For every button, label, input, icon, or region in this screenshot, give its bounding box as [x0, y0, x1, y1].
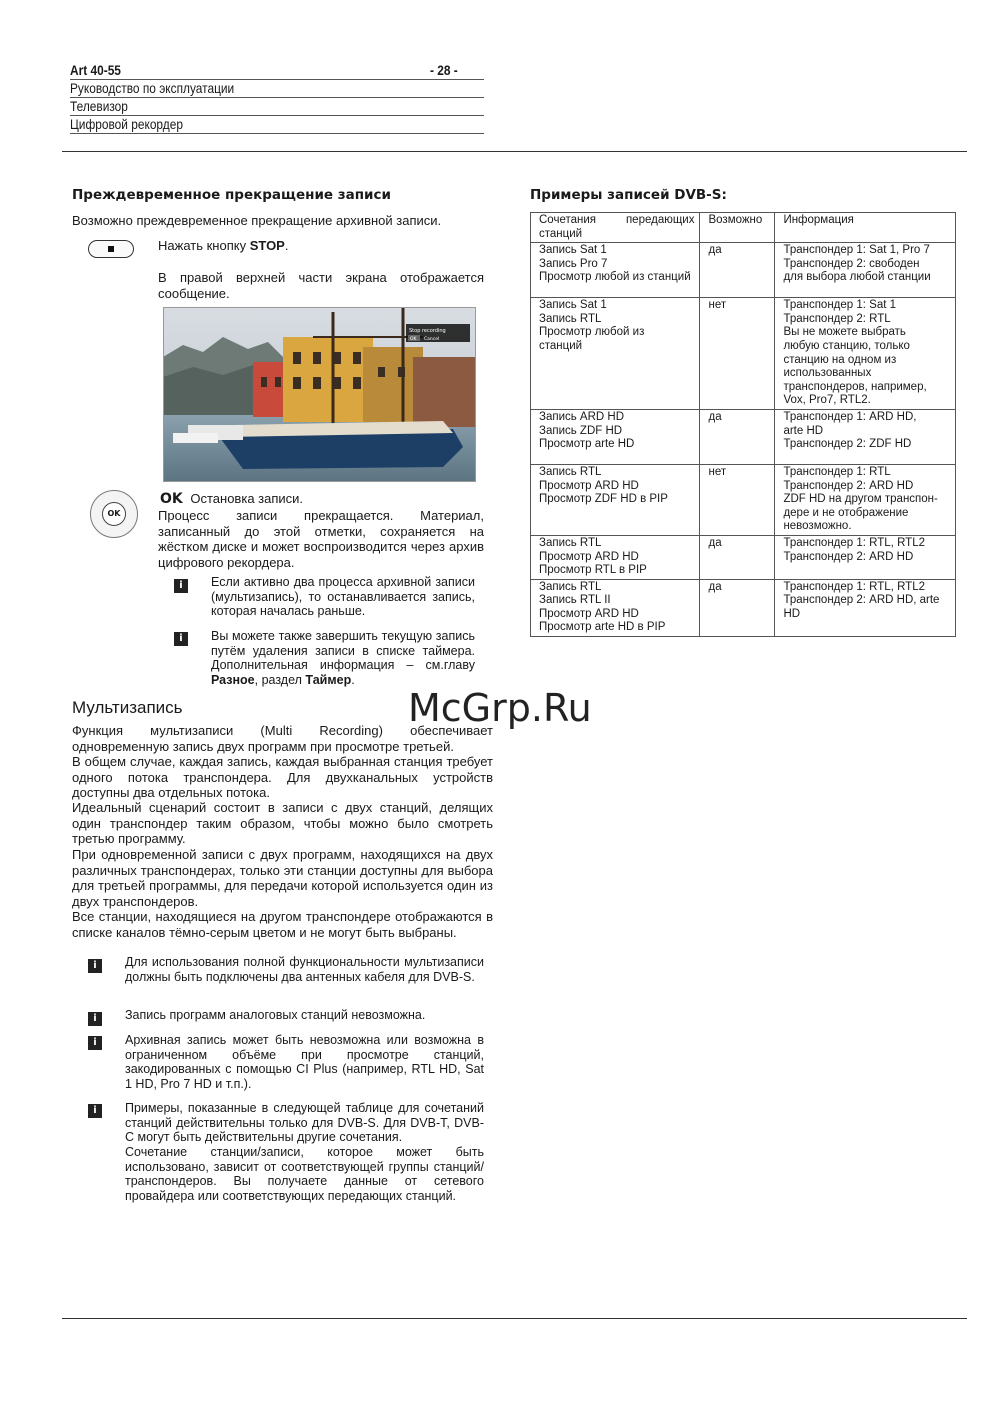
cell-line: Просмотр ARD HD [539, 550, 639, 563]
table-cell [531, 579, 700, 636]
table-row [531, 243, 956, 298]
page-number: - 28 - [430, 62, 458, 78]
table-cell [700, 298, 775, 410]
stop-section-title: Преждевременное прекращение записи [72, 187, 391, 203]
cell-line: Транспондер 1: ARD HD, [783, 410, 917, 423]
table-row [531, 579, 956, 636]
table-row [531, 464, 956, 535]
examples-table [530, 212, 956, 637]
multi-note-4a: Примеры, показанные в следующей таблице для сочетаний станций действительны только для DVB-S. Для DVB-T, DVB-C могут быть действительны другие сочетания. [125, 1101, 484, 1145]
multi-section-title: Мультизапись [72, 698, 183, 717]
info-icon: i [88, 1036, 102, 1050]
stop-intro: Возможно преждевременное прекращение архивной записи. [72, 213, 442, 228]
cell-line: Запись RTL [539, 536, 602, 549]
stop-key-icon [88, 240, 134, 258]
multi-p2: В общем случае, каждая запись, каждая выбранная станция требует одного потока транспондера. Для двухканальных устройств доступны два отдельных потока. [72, 754, 493, 800]
table-cell [775, 464, 956, 535]
cell-line: Транспондер 2: ARD HD [783, 550, 914, 563]
header-tv: Телевизор [70, 98, 128, 114]
multi-note-2: Запись программ аналоговых станций невозможна. [125, 1008, 426, 1022]
ok-description: Процесс записи прекращается. Материал, записанный до этой отметки, сохраняется на жёстком диске и может воспроизводится через архив цифрового рекордера. [158, 508, 484, 570]
header-recorder: Цифровой рекордер [70, 116, 183, 132]
cell-line: станций [539, 339, 583, 352]
cell-line: Транспондер 2: ARD HD, arte [783, 594, 940, 607]
header-row-manual [70, 79, 484, 98]
info-icon: i [88, 959, 102, 973]
table-cell [775, 298, 956, 410]
cell-line: Запись ZDF HD [539, 424, 623, 437]
examples-table-body [531, 213, 956, 637]
cell-line: Просмотр ARD HD [539, 479, 639, 492]
cell-line: Запись Sat 1 [539, 244, 607, 257]
info-icon: i [174, 579, 188, 593]
cell-line: нет [708, 465, 727, 478]
cell-line: Запись ARD HD [539, 410, 625, 423]
table-header-cell: Информация [775, 213, 956, 243]
cell-line: Транспондер 2: свободен [783, 257, 920, 270]
cell-line: да [708, 244, 722, 257]
stop-step2: В правой верхней части экрана отображается сообщение. [158, 270, 484, 301]
osd-cancel: Cancel [424, 337, 440, 342]
cell-line: Транспондер 1: Sat 1 [783, 299, 897, 312]
footer-rule [62, 1318, 967, 1319]
multi-note-3: Архивная запись может быть невозможна или возможна в ограниченном объёме при просмотре станций, закодированных с помощью CI Plus (например, RTL HD, Sat 1 HD, Pro 7 HD и т.п.). [125, 1033, 484, 1091]
watermark: McGrp.Ru [408, 686, 592, 730]
osd-title: Stop recording [409, 328, 446, 334]
stop-note-1: Если активно два процесса архивной записи (мультизапись), то останавливается запись, которая началась раньше. [211, 575, 475, 619]
ok-pad-center: OK [102, 502, 126, 526]
stop-key-label: STOP [249, 238, 285, 253]
table-cell [531, 298, 700, 410]
table-cell [531, 243, 700, 298]
multi-note-1: Для использования полной функциональности мультизаписи должны быть подключены два антенных кабеля для DVB-S. [125, 955, 484, 984]
table-row [531, 409, 956, 464]
cell-line: Просмотр arte HD в PIP [539, 621, 666, 634]
cell-line: да [708, 410, 722, 423]
cell-line: Vox, Pro7, RTL2. [783, 394, 871, 407]
table-cell [775, 243, 956, 298]
cell-line: Запись RTL [539, 312, 602, 325]
cell-line: да [708, 580, 722, 593]
cell-line: HD [783, 607, 801, 620]
header-row-tv [70, 97, 484, 116]
info-icon: i [174, 632, 188, 646]
table-cell [700, 535, 775, 579]
cell-line: Запись RTL [539, 465, 602, 478]
table-cell [700, 464, 775, 535]
table-header-cell: Возможно [700, 213, 775, 243]
header-manual: Руководство по эксплуатации [70, 80, 235, 96]
cell-line: Транспондер 1: RTL, RTL2 [783, 580, 925, 593]
ok-pad-icon [90, 490, 138, 538]
cell-line: Транспондер 1: Sat 1, Pro 7 [783, 244, 930, 257]
table-cell [531, 535, 700, 579]
cell-line: Просмотр RTL в PIP [539, 564, 647, 577]
cell-line: ZDF HD на другом транспон- [783, 493, 938, 506]
cell-line: Просмотр arte HD [539, 438, 635, 451]
table-row [531, 298, 956, 410]
model-name: Art 40-55 [70, 62, 121, 78]
cell-line: Просмотр ARD HD [539, 607, 639, 620]
cell-line: транспондеров, например, [783, 380, 927, 393]
cell-line: Транспондер 1: RTL, RTL2 [783, 536, 925, 549]
info-icon: i [88, 1012, 102, 1026]
table-cell [775, 535, 956, 579]
table-cell [700, 409, 775, 464]
cell-line: да [708, 536, 722, 549]
cell-line: arte HD [783, 424, 824, 437]
ok-key-label: OK [160, 491, 183, 507]
stop-step1: Нажать кнопку STOP. [158, 238, 289, 253]
cell-line: дере и не отображение [783, 506, 909, 519]
cell-line: Просмотр любой из станций [539, 271, 691, 284]
tv-screenshot-image [163, 307, 476, 482]
cell-line: Транспондер 2: RTL [783, 312, 891, 325]
table-header-cell: Сочетания передающих станций [531, 213, 700, 243]
table-header-row [531, 213, 956, 243]
table-cell [531, 464, 700, 535]
header-row-recorder [70, 115, 484, 134]
cell-line: Запись RTL II [539, 594, 611, 607]
header-row-model [70, 61, 484, 80]
header-rule [62, 151, 967, 152]
info-icon: i [88, 1104, 102, 1118]
examples-title: Примеры записей DVB-S: [530, 187, 727, 203]
cell-line: для выбора любой станции [783, 271, 931, 284]
ok-step: OK Остановка записи. [160, 491, 304, 507]
multi-p5: Все станции, находящиеся на другом транспондере отображаются в списке каналов тёмно-серым цветом и не могут быть выбраны. [72, 909, 493, 940]
cell-line: Транспондер 2: ARD HD [783, 479, 914, 492]
cell-line: невозможно. [783, 520, 852, 533]
table-row [531, 535, 956, 579]
osd-ok: OK [410, 337, 417, 342]
cell-line: станцию на одном из [783, 353, 897, 366]
cell-line: использованных [783, 367, 872, 380]
table-cell [775, 409, 956, 464]
cell-line: нет [708, 299, 727, 312]
multi-note-4b: Сочетание станции/записи, которое может быть использовано, зависит от соответствующей группы станций/транспондеров. Вы получаете данные от сетевого провайдера или соответствующих передающих станций. [125, 1145, 484, 1203]
multi-p1: Функция мультизаписи (Multi Recording) обеспечивает одновременную запись двух программ при просмотре третьей. [72, 723, 493, 754]
table-cell [775, 579, 956, 636]
cell-line: Вы не можете выбрать [783, 326, 906, 339]
cell-line: Транспондер 1: RTL [783, 465, 891, 478]
multi-p4: При одновременной записи с двух программ, находящихся на двух различных транспондерах, только эти станции доступны для выбора для третьей программы, для передачи которой используется один из двух транспондеров. [72, 847, 493, 909]
cell-line: Просмотр любой из [539, 326, 645, 339]
multi-p3: Идеальный сценарий состоит в записи с двух станций, делящих один транспондер таким образом, чтобы можно было смотреть третью программу. [72, 800, 493, 846]
cell-line: любую станцию, только [783, 339, 910, 352]
cell-line: Просмотр ZDF HD в PIP [539, 493, 668, 506]
table-cell [700, 243, 775, 298]
stop-note-2: Вы можете также завершить текущую запись путём удаления записи в списке таймера. Дополнительная информация – см.главу Разное, раздел Таймер. [211, 629, 475, 687]
cell-line: Запись Sat 1 [539, 299, 607, 312]
cell-line: Транспондер 2: ZDF HD [783, 438, 912, 451]
table-cell [531, 409, 700, 464]
cell-line: Запись RTL [539, 580, 602, 593]
cell-line: Запись Pro 7 [539, 257, 608, 270]
table-cell [700, 579, 775, 636]
